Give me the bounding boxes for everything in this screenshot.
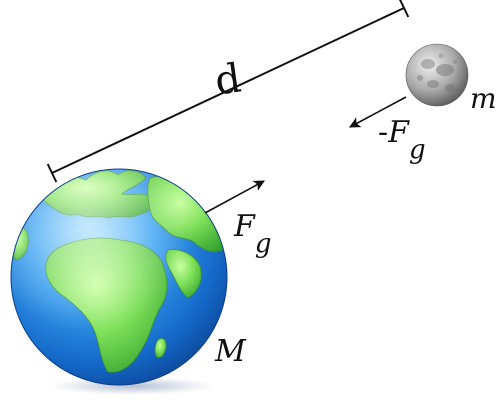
distance-label: d bbox=[212, 55, 244, 105]
distance-tick-start bbox=[48, 164, 57, 182]
moon-force-subscript: g bbox=[408, 135, 426, 165]
earth-force-symbol: F bbox=[234, 209, 255, 244]
moon-force-sign: - bbox=[378, 115, 389, 150]
earth-mass-label: M bbox=[215, 334, 246, 369]
earth-force-label bbox=[233, 209, 271, 259]
moon-mass-label: m bbox=[470, 82, 497, 115]
distance-indicator bbox=[48, 0, 409, 182]
moon-force-symbol: F bbox=[388, 115, 409, 150]
earth-globe bbox=[10, 169, 227, 385]
earth-force-subscript: g bbox=[254, 229, 272, 259]
moon-sphere bbox=[406, 44, 468, 106]
moon-force-label bbox=[378, 115, 426, 165]
